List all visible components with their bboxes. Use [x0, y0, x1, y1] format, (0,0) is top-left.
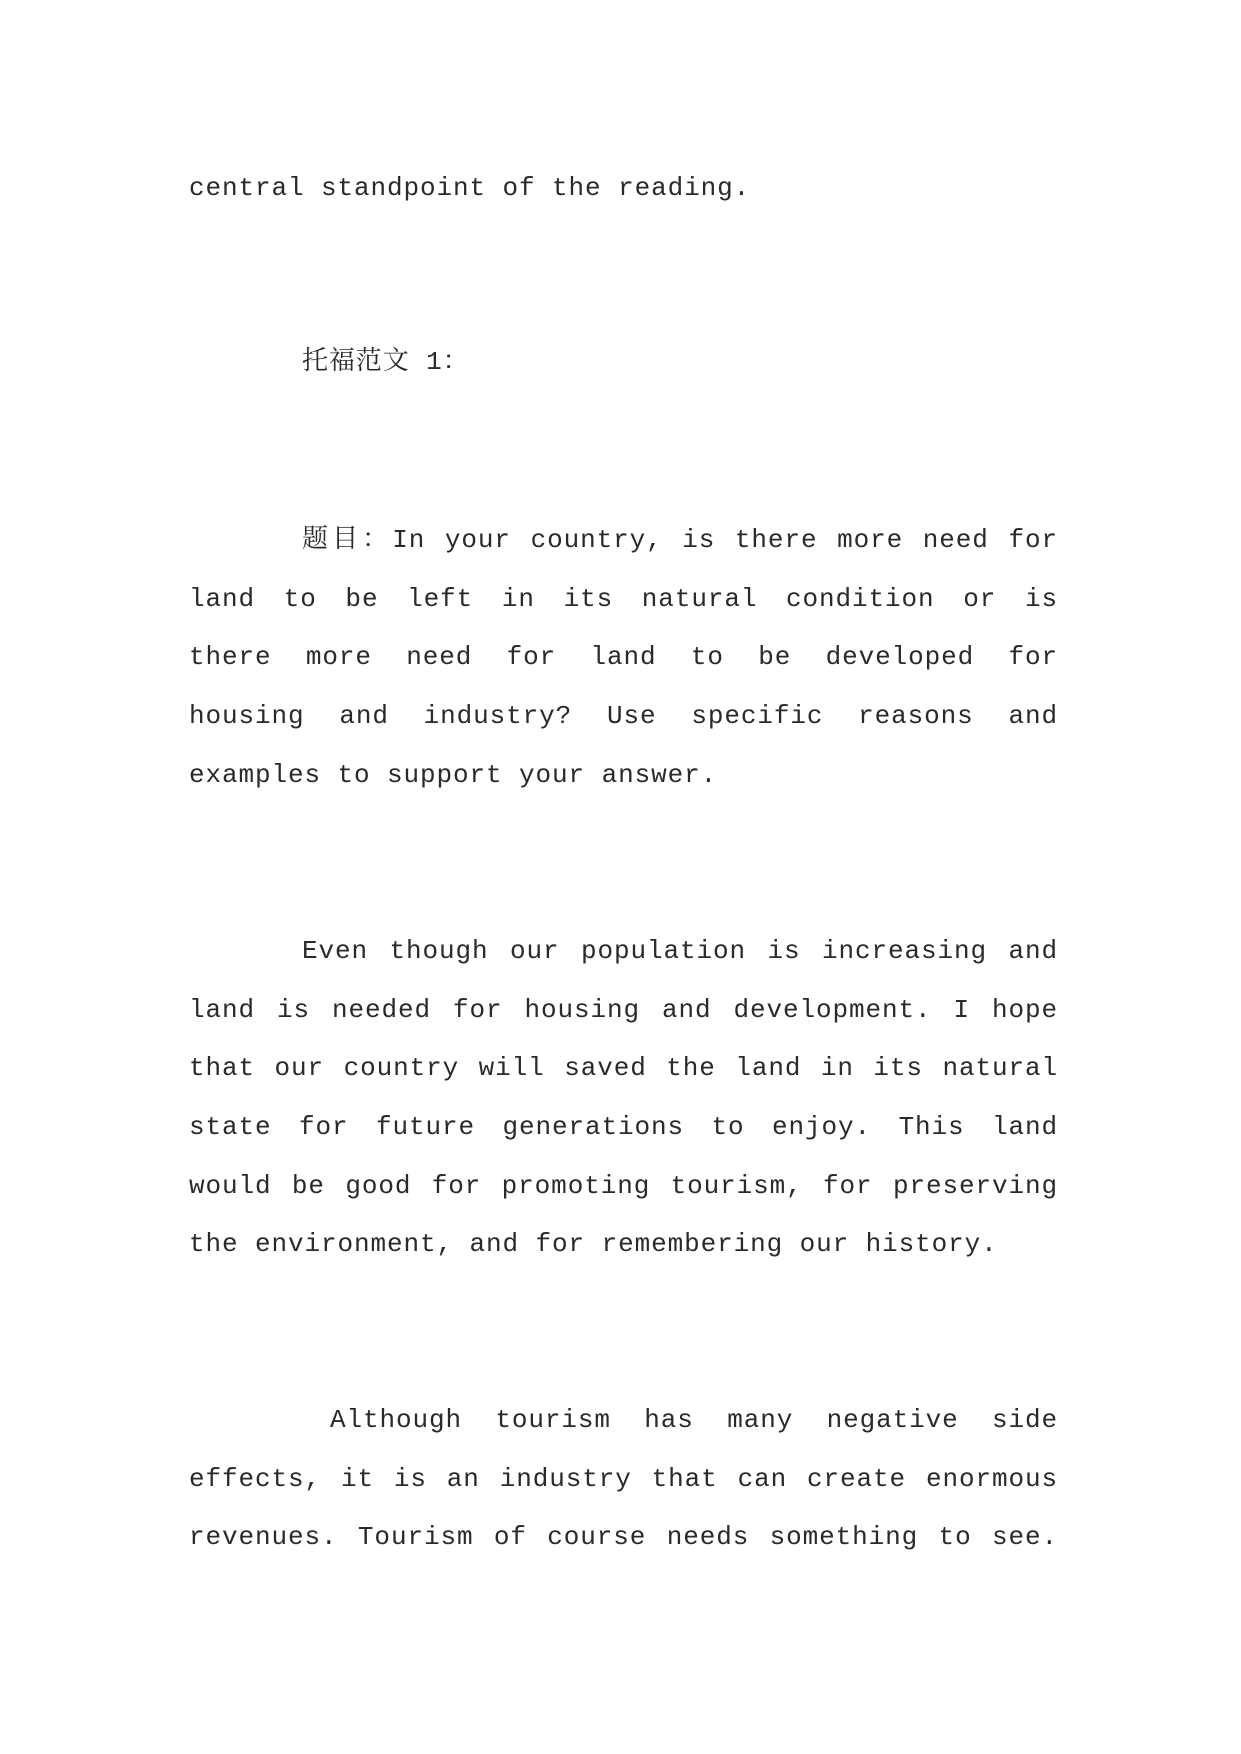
text-line: there more need for land to be developed for — [189, 642, 1058, 673]
text-line: housing and industry? Use specific reasons and — [189, 701, 1058, 732]
text-line: central standpoint of the reading. — [189, 173, 751, 203]
text-line: land to be left in its natural condition or is — [189, 583, 1058, 614]
paragraph-prompt — [189, 511, 1058, 804]
paragraph-body-1 — [189, 922, 1058, 1274]
text-line: the environment, and for remembering our history. — [189, 1229, 998, 1260]
text-line: revenues. Tourism of course needs something to see. — [189, 1522, 1058, 1553]
text-line: land is needed for housing and development. I hope — [189, 994, 1058, 1025]
text-line: that our country will saved the land in its natural — [189, 1053, 1058, 1084]
paragraph-continuation — [189, 159, 1058, 218]
text-line: 题目：In your country, is there more need for — [302, 525, 1058, 555]
text-line: effects, it is an industry that can create enormous — [189, 1463, 1058, 1494]
text-line: examples to support your answer. — [189, 759, 718, 790]
heading-text: 托福范文 1： — [302, 347, 470, 377]
text-line: Even though our population is increasing and — [302, 936, 1058, 966]
text-line: would be good for promoting tourism, for preserving — [189, 1170, 1058, 1201]
essay-heading — [189, 333, 1058, 392]
text-line: state for future generations to enjoy. This land — [189, 1112, 1058, 1143]
paragraph-body-2 — [189, 1391, 1058, 1567]
text-line: Although tourism has many negative side — [330, 1405, 1058, 1435]
